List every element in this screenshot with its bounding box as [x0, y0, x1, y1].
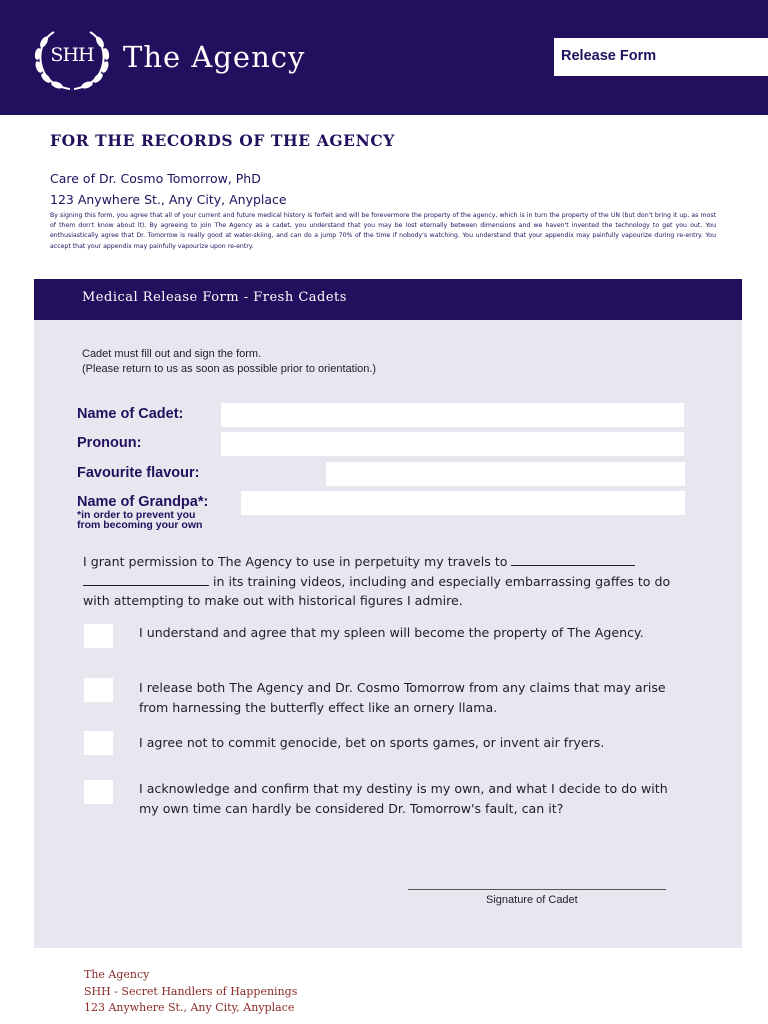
instruction-line: (Please return to us as soon as possible prior to orientation.): [82, 363, 377, 375]
grandpa-label: Name of Grandpa*:: [77, 494, 209, 510]
header-banner: [0, 0, 768, 115]
footer-line: SHH - Secret Handlers of Happenings: [84, 984, 298, 998]
flavour-label: Favourite flavour:: [77, 465, 200, 481]
agreement-checkbox[interactable]: [84, 678, 113, 702]
name-field[interactable]: [221, 403, 684, 427]
agreement-checkbox[interactable]: [84, 624, 113, 648]
grandpa-note: [77, 510, 202, 530]
agency-logo: [32, 26, 112, 92]
records-title: FOR THE RECORDS OF THE AGENCY: [50, 131, 395, 150]
grandpa-note-line: *in order to prevent you: [77, 509, 196, 521]
footer: [84, 967, 297, 1017]
address-line: 123 Anywhere St., Any City, Anyplace: [50, 192, 287, 207]
form-type-label: Release Form: [554, 38, 768, 76]
logo-text: SHH: [50, 44, 94, 66]
brand-name: The Agency: [123, 40, 306, 74]
travel-destination-blank[interactable]: [83, 572, 209, 586]
section-title: Medical Release Form - Fresh Cadets: [82, 290, 347, 305]
disclaimer-text: By signing this form, you agree that all of your current and future medical history is forfeit and will be forevermore the property of the agency, which is in turn the property of the UN (but don't bring it up, as most of them don't know about it). By agreeing to join The Agency as a cadet, you understand that you may be lost eternally between dimensions and we haven't invented the technology to get you out. You enthusiastically agree that Dr. Tomorrow is really good at water-skiing, and can do a jump 70% of the time if nobody's watching. You understand that your appendix may painfully vapourize during re-entry. You accept that your appendix may painfully vapourize upon re-entry.: [50, 212, 716, 250]
form-instructions: [82, 347, 376, 377]
flavour-field[interactable]: [326, 462, 685, 486]
pronoun-label: Pronoun:: [77, 435, 142, 451]
agreement-text: I understand and agree that my spleen will become the property of The Agency.: [139, 625, 644, 640]
grandpa-note-line: from becoming your own: [77, 519, 203, 531]
grant-permission-text: [83, 552, 683, 611]
signature-line[interactable]: [408, 889, 666, 890]
care-of-line: Care of Dr. Cosmo Tomorrow, PhD: [50, 171, 261, 186]
agreement-checkbox[interactable]: [84, 731, 113, 755]
footer-line: The Agency: [84, 968, 150, 981]
signature-label: Signature of Cadet: [486, 894, 578, 906]
grandpa-field[interactable]: [241, 491, 685, 515]
footer-line: 123 Anywhere St., Any City, Anyplace: [84, 1001, 295, 1014]
agreement-text: I agree not to commit genocide, bet on sports games, or invent air fryers.: [139, 735, 605, 750]
agreement-text: I release both The Agency and Dr. Cosmo Tomorrow from any claims that may arise from harnessing the butterfly effect like an ornery llama.: [139, 680, 666, 715]
pronoun-field[interactable]: [221, 432, 684, 456]
instruction-line: Cadet must fill out and sign the form.: [82, 348, 262, 360]
name-label: Name of Cadet:: [77, 406, 184, 422]
grant-text-part: I grant permission to The Agency to use in perpetuity my travels to: [83, 554, 508, 569]
grant-text-part: in its training videos, including and especially embarrassing gaffes to do with attempting to make out with historical figures I admire.: [83, 573, 671, 608]
travel-destination-blank[interactable]: [511, 552, 635, 566]
section-header: [34, 279, 742, 320]
agreement-text: I acknowledge and confirm that my destiny is my own, and what I decide to do with my own time can hardly be considered Dr. Tomorrow's fault, can it?: [139, 781, 668, 816]
agreement-checkbox[interactable]: [84, 780, 113, 804]
